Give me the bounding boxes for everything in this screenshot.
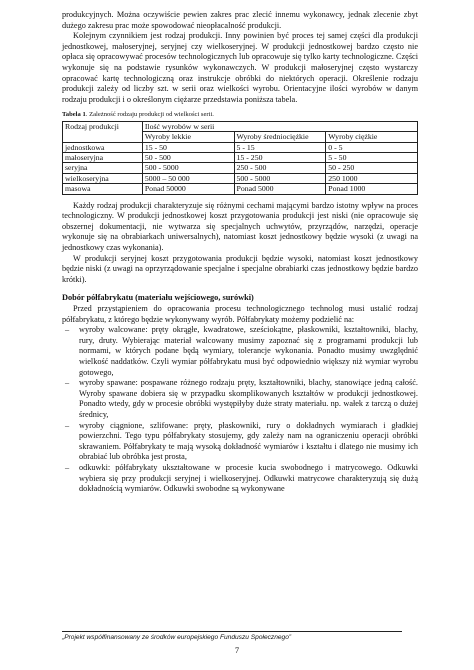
table-cell: 50 - 500: [142, 153, 234, 163]
paragraph: W produkcji seryjnej koszt przygotowania produkcji będzie wysoki, natomiast koszt jednostkowy będzie niski (z uwagi na oprzyrządowanie specjalne i specjalne obrabiarki czas jednostkowy będzie bardzo krótki).: [62, 253, 418, 284]
table-row: [63, 184, 418, 194]
table-caption: [62, 111, 418, 120]
table-cell: 0 - 5: [326, 142, 418, 152]
paragraph: Każdy rodzaj produkcji charakteryzuje się różnymi cechami mającymi bardzo istotny wpływ na proces technologiczny. W produkcji jednostkowej koszt przygotowania produkcji jest niski (nie opracowuje się obszernej dokumentacji, nie wytwarza się specjalnych uchwytów, przyrządów, narzędzi, operacje wykonuje się na obrabiarkach uniwersalnych), natomiast koszt jednostkowy będzie wysoki (z uwagi na jednostkowy czas wykonania).: [62, 200, 418, 253]
table-cell: 5000 – 50 000: [142, 173, 234, 183]
table-cell: 15 - 250: [234, 153, 326, 163]
table-cell: 5 - 50: [326, 153, 418, 163]
table-cell: 50 - 250: [326, 163, 418, 173]
section-heading: Dobór półfabrykatu (materiału wejściowego, surówki): [62, 293, 254, 303]
table-cell: 500 - 5000: [142, 163, 234, 173]
table-caption-label: Tabela 1: [62, 111, 86, 119]
table-row: [63, 153, 418, 163]
table-cell: małoseryjna: [63, 153, 143, 163]
table-cell: wielkoseryjna: [63, 173, 143, 183]
footer-divider: [62, 631, 402, 632]
semi-product-list: [62, 325, 418, 495]
table-header-cell: Rodzaj produkcji: [63, 121, 143, 142]
table-cell: Ponad 50000: [142, 184, 234, 194]
paragraph: produkcyjnych. Można oczywiście pewien zakres prac zlecić innemu wykonawcy, jednak zlecenie zbyt dużego zakresu prac może spowodować nieopłacalność produkcji.: [62, 10, 418, 30]
table-row: [63, 142, 418, 152]
table-row: [63, 163, 418, 173]
production-type-table: [62, 121, 418, 195]
paragraph: Kolejnym czynnikiem jest rodzaj produkcji. Inny powinien być proces tej samej części dla produkcji jednostkowej, małoseryjnej, seryjnej czy wielkoseryjnej. W produkcji jednostkowej bardzo często nie opłaca się opracowywać procesów technologicznych lub opracowuje się tylko karty technologiczne. Części wykonuje się na podstawie rysunków wykonawczych. W produkcji małoseryjnej często wystarczy opracować kartę technologiczną oraz instrukcje obróbki do niektórych operacji. Określenie rodzaju produkcji zależy od liczby szt. w serii oraz wielkości wyrobu. Orientacyjne ilości wyrobów w danym rodzaju produkcji i o określonym ciężarze przedstawia poniższa tabela.: [62, 31, 418, 104]
table-caption-text: . Zależność rodzaju produkcji od wielkości serii.: [85, 111, 214, 119]
table-cell: Ponad 1000: [326, 184, 418, 194]
table-cell: 5 - 15: [234, 142, 326, 152]
list-item: – wyroby spawane: pospawane różnego rodzaju pręty, kształtowniki, blachy, stanowiące jedną całość. Wyroby spawane dobiera się w przypadku skomplikowanych kształtów w produkcji jednostkowej. Ponadto wtedy, gdy w procesie obróbki występiłyby duże straty materiału. np. wałek z tarczą o dużej średnicy,: [62, 378, 418, 420]
footer-note: „Projekt współfinansowany ze środków europejskiego Funduszu Społecznego”: [62, 634, 292, 641]
list-item: – wyroby walcowane: pręty okrągłe, kwadratowe, sześciokątne, płaskowniki, kształtowniki, blachy, rury, druty. Wybierając materiał walcowany musimy zapoznać się z programami produkcji lub normami, w których podane będą wymiary, tolerancje wykonania. Ponadto musimy uwzględnić wielkość naddatków. Czyli wymiar półfabrykatu musi być odpowiednio większy niż wymiar wyrobu gotowego,: [62, 325, 418, 378]
table-row: [63, 173, 418, 183]
list-item: – odkuwki: półfabrykaty ukształtowane w procesie kucia swobodnego i matrycowego. Odkuwki wybiera się przy produkcji seryjnej i wielkoseryjnej. Odkuwki matrycowe charakteryzują się dużą dokładnością wymiarów. Odkuwki swobodne są wykonywane: [62, 463, 418, 495]
table-header-cell: Ilość wyrobów w serii: [142, 121, 417, 131]
table-cell: seryjna: [63, 163, 143, 173]
table-cell: 250 - 500: [234, 163, 326, 173]
table-cell: jednostkowa: [63, 142, 143, 152]
list-item: – wyroby ciągnione, szlifowane: pręty, płaskowniki, rury o dokładnych wymiarach i gładkiej powierzchni. Tego typu półfabrykaty stosujemy, gdy zależy nam na ograniczeniu operacji obróbki skrawaniem. Półfabrykaty te mają wysoką dokładność wymiarów i kształtu i dlatego nie musimy ich obrabiać lub obróbka jest prosta,: [62, 421, 418, 463]
document-page: [62, 10, 418, 495]
table-cell: 500 - 5000: [234, 173, 326, 183]
table-subheader-cell: Wyroby ciężkie: [326, 132, 418, 142]
table-cell: Ponad 5000: [234, 184, 326, 194]
table-header-row: [63, 121, 418, 131]
table-subheader-cell: Wyroby średniociężkie: [234, 132, 326, 142]
table-cell: masowa: [63, 184, 143, 194]
section-intro: Przed przystąpieniem do opracowania procesu technologicznego technolog musi ustalić rodzaj półfabrykatu, z którego będzie wykonywany wyrób. Półfabrykaty możemy podzielić na:: [62, 304, 418, 324]
table-cell: 250 1000: [326, 173, 418, 183]
table-subheader-cell: Wyroby lekkie: [142, 132, 234, 142]
page-number: 7: [234, 645, 240, 655]
table-cell: 15 - 50: [142, 142, 234, 152]
